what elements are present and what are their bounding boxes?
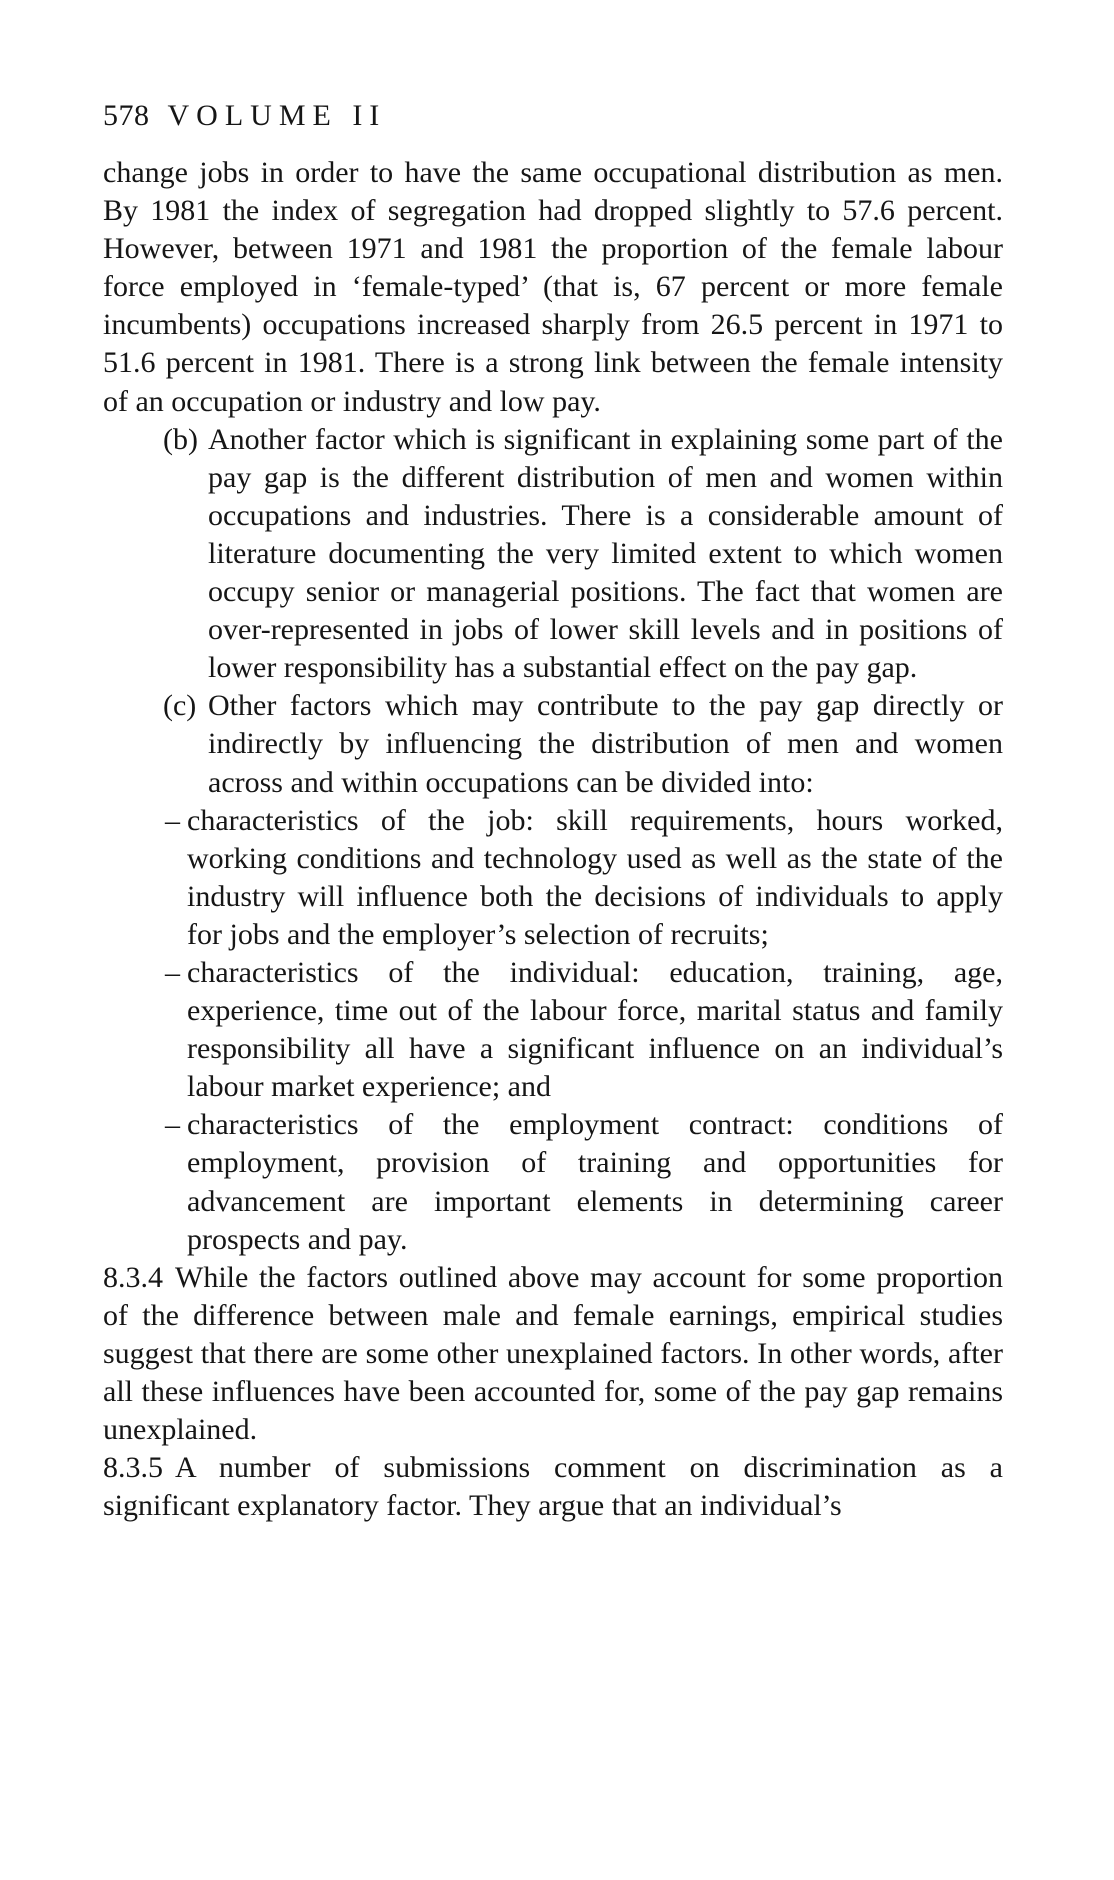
dash-bullet: –	[165, 803, 180, 837]
paragraph-8-3-5	[103, 1449, 1003, 1525]
body-text	[103, 154, 1003, 1525]
document-page	[103, 96, 1003, 1525]
dash-item-contract	[165, 1106, 1003, 1258]
item-text: Another factor which is significant in explaining some part of the pay gap is the different distribution of men and women within occupations and industries. There is a considerable amount of literature documenting the very limited extent to which women occupy senior or managerial positions. The fact that women are over-represented in jobs of lower skill levels and in positions of lower responsibility has a substantial effect on the pay gap.	[208, 422, 1003, 685]
item-label: (c)	[163, 689, 197, 723]
dash-item-text: characteristics of the job: skill requirements, hours worked, working conditions and technology used as well as the state of the industry will influence both the decisions of individuals to apply for jobs and the employer’s selection of recruits;	[187, 803, 1003, 951]
item-text: Other factors which may contribute to the pay gap directly or indirectly by influencing the distribution of men and women across and within occupations can be divided into:	[208, 689, 1003, 799]
paragraph-8-3-4	[103, 1259, 1003, 1449]
dash-bullet: –	[165, 1108, 180, 1142]
dash-item-text: characteristics of the individual: education, training, age, experience, time out of the labour force, marital status and family responsibility all have a significant influence on an individual’s labour market experience; and	[187, 955, 1003, 1104]
dash-bullet: –	[165, 955, 180, 989]
page-number: 578	[103, 99, 150, 132]
dash-item-text: characteristics of the employment contract: conditions of employment, provision of training and opportunities for advancement are important elements in determining career prospects and pay.	[187, 1108, 1003, 1256]
continuation-paragraph: change jobs in order to have the same occupational distribution as men. By 1981 the index of segregation had dropped slightly to 57.6 percent. However, between 1971 and 1981 the proportion of the female labour force employed in ‘female-typed’ (that is, 67 percent or more female incumbents) occupations increased sharply from 26.5 percent in 1971 to 51.6 percent in 1981. There is a strong link between the female intensity of an occupation or industry and low pay.	[103, 156, 1003, 418]
paragraph-text: A number of submissions comment on discrimination as a significant explanatory factor. They argue that an individual’s	[103, 1451, 1003, 1523]
dash-item-job	[165, 802, 1003, 954]
item-label: (b)	[163, 422, 198, 456]
paragraph-number: 8.3.4	[103, 1260, 163, 1294]
list-item-c	[163, 687, 1003, 801]
list-item-b	[163, 421, 1003, 688]
running-header	[103, 96, 1003, 154]
paragraph-number: 8.3.5	[103, 1451, 163, 1485]
paragraph-text: While the factors outlined above may account for some proportion of the difference between male and female earnings, empirical studies suggest that there are some other unexplained factors. In other words, after all these influences have been accounted for, some of the pay gap remains unexplained.	[103, 1260, 1003, 1447]
volume-label: VOLUME II	[167, 99, 387, 132]
dash-item-individual	[165, 954, 1003, 1106]
